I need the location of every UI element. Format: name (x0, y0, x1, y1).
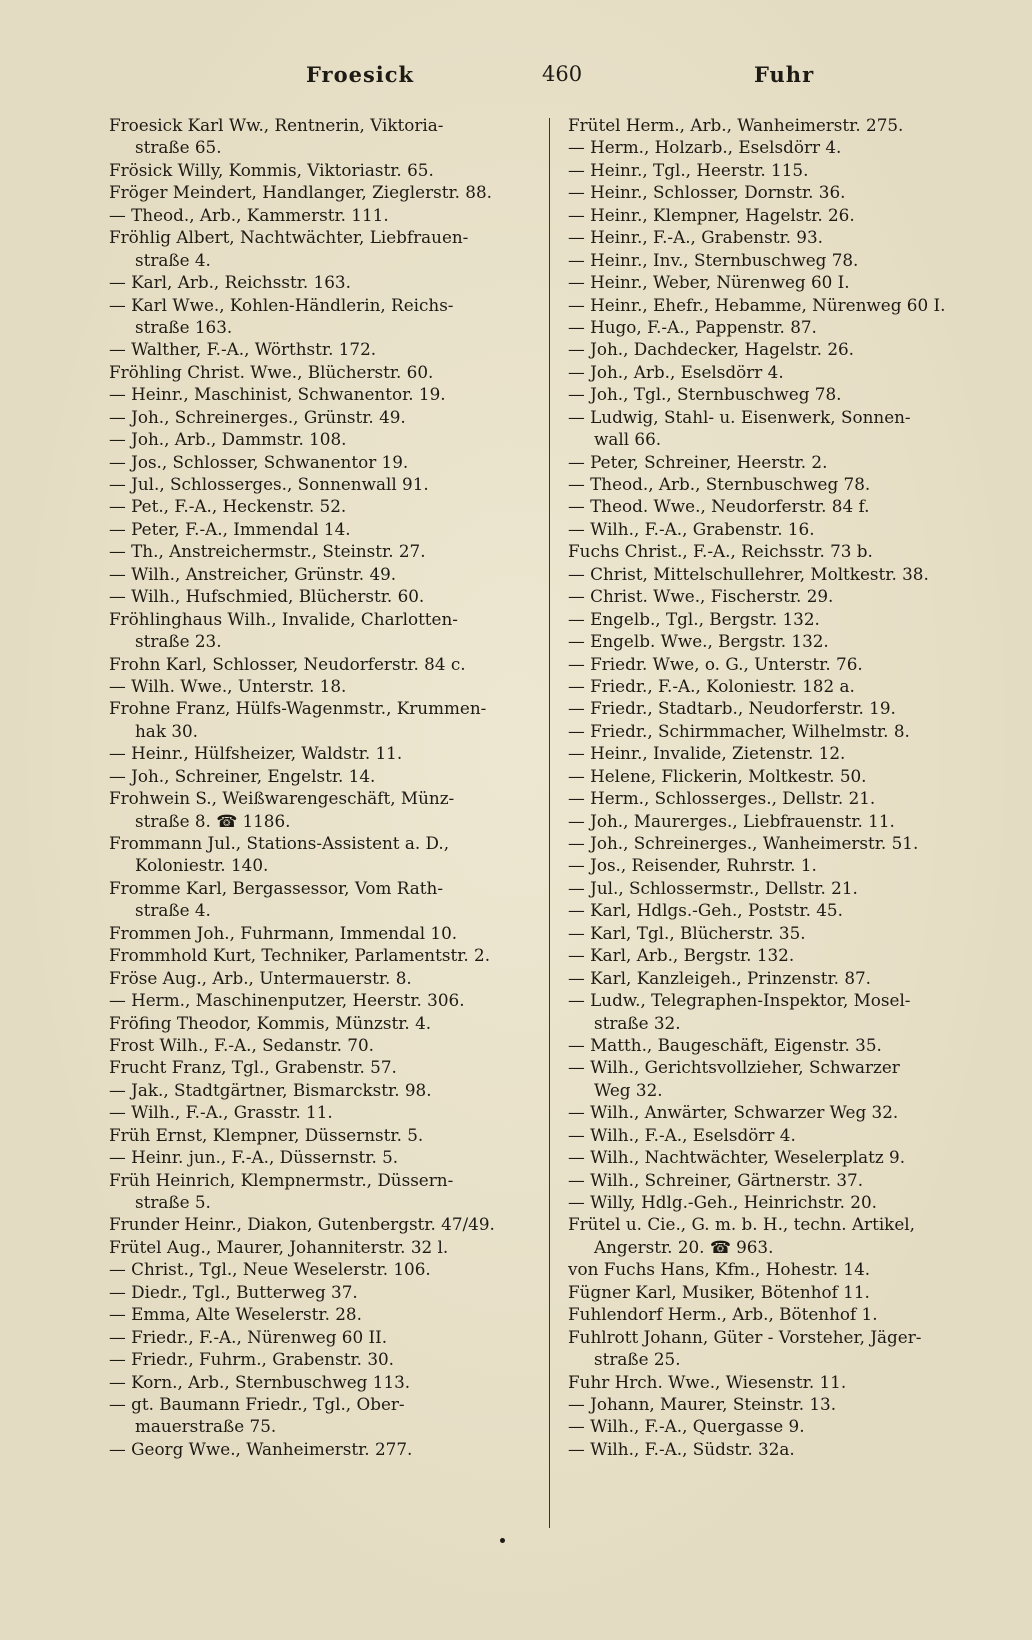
directory-entry-line: — Herm., Holzarb., Eselsdörr 4. (568, 137, 842, 158)
directory-entry-line: — Friedr. Wwe, o. G., Unterstr. 76. (568, 653, 863, 674)
directory-entry-line: — Johann, Maurer, Steinstr. 13. (568, 1393, 837, 1414)
directory-entry-line: Frunder Heinr., Diakon, Gutenbergstr. 47/49. (109, 1214, 495, 1235)
directory-entry-line: — Karl, Tgl., Blücherstr. 35. (568, 922, 806, 943)
directory-entry-line: — Korn., Arb., Sternbuschweg 113. (109, 1371, 411, 1392)
directory-entry-line: — Karl, Arb., Bergstr. 132. (568, 945, 795, 966)
directory-entry-line: — Heinr., Ehefr., Hebamme, Nürenweg 60 I. (568, 294, 946, 315)
directory-entry-line: Koloniestr. 140. (135, 855, 269, 876)
directory-entry-line: straße 4. (135, 900, 211, 921)
directory-entry-line: — Herm., Maschinenputzer, Heerstr. 306. (109, 990, 465, 1011)
directory-entry-line: Weg 32. (594, 1079, 663, 1100)
directory-entry-line: Fröhlig Albert, Nachtwächter, Liebfrauen- (109, 227, 469, 248)
directory-entry-line: — Walther, F.-A., Wörthstr. 172. (109, 339, 377, 360)
directory-entry-line: Frucht Franz, Tgl., Grabenstr. 57. (109, 1057, 397, 1078)
directory-entry-line: — Karl, Arb., Reichsstr. 163. (109, 272, 351, 293)
directory-entry-line: — Heinr. jun., F.-A., Düssernstr. 5. (109, 1147, 399, 1168)
directory-entry-line: — Joh., Schreiner, Engelstr. 14. (109, 765, 376, 786)
directory-entry-line: straße 5. (135, 1192, 211, 1212)
directory-entry-line: straße 23. (135, 631, 222, 652)
directory-entry-line: straße 4. (135, 249, 211, 270)
directory-entry-line: — Jul., Schlosserges., Sonnenwall 91. (109, 474, 429, 494)
directory-entry-line: Fröhlinghaus Wilh., Invalide, Charlotten- (109, 608, 458, 629)
directory-entry-line: — Joh., Arb., Eselsdörr 4. (568, 361, 784, 382)
right-column (568, 114, 1002, 1460)
directory-entry-line: — Wilh., F.-A., Grabenstr. 16. (568, 518, 815, 539)
directory-entry-line: — Wilh., Anwärter, Schwarzer Weg 32. (568, 1102, 899, 1123)
directory-entry-line: — Wilh., Schreiner, Gärtnerstr. 37. (568, 1169, 864, 1190)
directory-entry-line: — Friedr., Stadtarb., Neudorferstr. 19. (568, 698, 896, 719)
directory-entry-line: Früh Heinrich, Klempnermstr., Düssern- (109, 1169, 454, 1190)
directory-entry-line: — Joh., Dachdecker, Hagelstr. 26. (568, 339, 855, 360)
directory-entry-line: — Heinr., Inv., Sternbuschweg 78. (568, 249, 859, 270)
directory-entry-line: — Christ, Mittelschullehrer, Moltkestr. 38. (568, 563, 929, 584)
directory-entry-line: Fröfing Theodor, Kommis, Münzstr. 4. (109, 1012, 432, 1033)
directory-entry-line: — gt. Baumann Friedr., Tgl., Ober- (109, 1393, 405, 1414)
column-divider (549, 118, 550, 1528)
directory-entry-line: Frütel Aug., Maurer, Johanniterstr. 32 l. (109, 1236, 449, 1257)
directory-entry-line: — Herm., Schlosserges., Dellstr. 21. (568, 788, 876, 809)
directory-entry-line: — Friedr., F.-A., Nürenweg 60 II. (109, 1326, 388, 1347)
directory-entry-line: — Heinr., Maschinist, Schwanentor. 19. (109, 384, 446, 405)
directory-entry-line: Frösick Willy, Kommis, Viktoriastr. 65. (109, 159, 434, 180)
directory-entry-line: von Fuchs Hans, Kfm., Hohestr. 14. (568, 1259, 871, 1280)
directory-entry-line: — Hugo, F.-A., Pappenstr. 87. (568, 316, 817, 337)
directory-entry-line: — Joh., Tgl., Sternbuschweg 78. (568, 384, 842, 405)
directory-entry-line: Frommen Joh., Fuhrmann, Immendal 10. (109, 922, 458, 943)
directory-entry-line: — Wilh., F.-A., Eselsdörr 4. (568, 1124, 796, 1145)
directory-entry-line: Fromme Karl, Bergassessor, Vom Rath- (109, 877, 443, 898)
directory-entry-line: — Willy, Hdlg.-Geh., Heinrichstr. 20. (568, 1192, 877, 1212)
directory-entry-line: straße 65. (135, 137, 222, 158)
directory-entry-line: — Engelb. Wwe., Bergstr. 132. (568, 631, 829, 652)
directory-entry-line: — Wilh., Nachtwächter, Weselerplatz 9. (568, 1147, 906, 1168)
directory-entry-line: — Ludw., Telegraphen-Inspektor, Mosel- (568, 990, 911, 1011)
directory-entry-line: Fuhlendorf Herm., Arb., Bötenhof 1. (568, 1304, 878, 1325)
directory-entry-line: Fröse Aug., Arb., Untermauerstr. 8. (109, 967, 412, 988)
directory-entry-line: — Theod., Arb., Kammerstr. 111. (109, 204, 389, 225)
directory-entry-line: — Jos., Reisender, Ruhrstr. 1. (568, 855, 817, 876)
page-header (108, 62, 1008, 98)
directory-entry-line: — Pet., F.-A., Heckenstr. 52. (109, 496, 347, 517)
directory-entry-line: Frütel Herm., Arb., Wanheimerstr. 275. (568, 115, 904, 135)
directory-entry-line: Frohn Karl, Schlosser, Neudorferstr. 84 c. (109, 653, 466, 674)
directory-entry-line: — Friedr., Schirmmacher, Wilhelmstr. 8. (568, 720, 910, 741)
directory-entry-line: straße 25. (594, 1349, 681, 1370)
directory-entry-line: — Jul., Schlossermstr., Dellstr. 21. (568, 877, 858, 898)
directory-entry-line: — Wilh., F.-A., Grasstr. 11. (109, 1102, 333, 1123)
left-column (109, 114, 531, 1460)
directory-entry-line: — Wilh., F.-A., Südstr. 32a. (568, 1438, 795, 1459)
directory-entry-line: — Joh., Arb., Dammstr. 108. (109, 429, 347, 450)
directory-entry-line: — Jak., Stadtgärtner, Bismarckstr. 98. (109, 1079, 432, 1100)
directory-entry-line: — Theod., Arb., Sternbuschweg 78. (568, 474, 871, 494)
directory-entry-line: — Heinr., F.-A., Grabenstr. 93. (568, 227, 823, 248)
directory-entry-line: — Heinr., Schlosser, Dornstr. 36. (568, 182, 846, 203)
directory-entry-line: — Wilh., F.-A., Quergasse 9. (568, 1416, 805, 1437)
directory-entry-line: Fröhling Christ. Wwe., Blücherstr. 60. (109, 361, 434, 382)
directory-entry-line: — Joh., Schreinerges., Wanheimerstr. 51. (568, 833, 919, 853)
directory-entry-line: Frohne Franz, Hülfs-Wagenmstr., Krummen- (109, 698, 487, 719)
directory-entry-line: Angerstr. 20. ☎ 963. (594, 1236, 774, 1257)
directory-entry-line: — Ludwig, Stahl- u. Eisenwerk, Sonnen- (568, 406, 911, 427)
directory-entry-line: Fuhr Hrch. Wwe., Wiesenstr. 11. (568, 1371, 847, 1392)
directory-entry-line: — Heinr., Tgl., Heerstr. 115. (568, 159, 809, 180)
directory-entry-line: — Wilh., Anstreicher, Grünstr. 49. (109, 563, 397, 584)
directory-entry-line: Fuchs Christ., F.-A., Reichsstr. 73 b. (568, 541, 873, 562)
directory-entry-line: — Heinr., Hülfsheizer, Waldstr. 11. (109, 743, 403, 764)
directory-entry-line: Froesick Karl Ww., Rentnerin, Viktoria- (109, 115, 444, 135)
directory-entry-line: Fügner Karl, Musiker, Bötenhof 11. (568, 1281, 870, 1302)
directory-entry-line: hak 30. (135, 720, 199, 741)
directory-entry-line: — Theod. Wwe., Neudorferstr. 84 f. (568, 496, 870, 517)
directory-entry-line: — Matth., Baugeschäft, Eigenstr. 35. (568, 1034, 882, 1055)
directory-entry-line: Frommhold Kurt, Techniker, Parlamentstr. 2. (109, 945, 491, 966)
directory-entry-line: Frommann Jul., Stations-Assistent a. D., (109, 833, 450, 853)
directory-entry-line: — Emma, Alte Weselerstr. 28. (109, 1304, 362, 1325)
directory-entry-line: straße 32. (594, 1012, 681, 1033)
directory-entry-line: Frütel u. Cie., G. m. b. H., techn. Artikel, (568, 1214, 915, 1235)
directory-entry-line: — Heinr., Weber, Nürenweg 60 I. (568, 272, 850, 293)
directory-entry-line: — Th., Anstreichermstr., Steinstr. 27. (109, 541, 426, 562)
header-left-catchword: Froesick (306, 62, 415, 87)
directory-entry-line: Fröger Meindert, Handlanger, Zieglerstr. 88. (109, 182, 492, 203)
directory-entry-line: — Helene, Flickerin, Moltkestr. 50. (568, 765, 867, 786)
directory-entry-line: — Karl, Kanzleigeh., Prinzenstr. 87. (568, 967, 872, 988)
directory-entry-line: — Heinr., Klempner, Hagelstr. 26. (568, 204, 855, 225)
directory-entry-line: Frohwein S., Weißwarengeschäft, Münz- (109, 788, 455, 809)
directory-entry-line: — Wilh., Hufschmied, Blücherstr. 60. (109, 586, 425, 607)
page-number: 460 (542, 62, 583, 86)
directory-entry-line: — Joh., Schreinerges., Grünstr. 49. (109, 406, 406, 427)
directory-entry-line: — Friedr., Fuhrm., Grabenstr. 30. (109, 1349, 395, 1370)
directory-entry-line: — Heinr., Invalide, Zietenstr. 12. (568, 743, 846, 764)
directory-entry-line: Frost Wilh., F.-A., Sedanstr. 70. (109, 1034, 374, 1055)
directory-entry-line: Fuhlrott Johann, Güter - Vorsteher, Jäger- (568, 1326, 922, 1347)
directory-entry-line: — Peter, Schreiner, Heerstr. 2. (568, 451, 828, 472)
directory-entry-line: — Jos., Schlosser, Schwanentor 19. (109, 451, 409, 472)
directory-entry-line: straße 8. ☎ 1186. (135, 810, 291, 831)
directory-entry-line: — Engelb., Tgl., Bergstr. 132. (568, 608, 820, 629)
directory-entry-line: — Wilh., Gerichtsvollzieher, Schwarzer (568, 1057, 900, 1078)
directory-entry-line: wall 66. (594, 429, 662, 450)
directory-entry-line: — Joh., Maurerges., Liebfrauenstr. 11. (568, 810, 895, 831)
directory-entry-line: — Karl, Hdlgs.-Geh., Poststr. 45. (568, 900, 843, 921)
directory-entry-line: — Karl Wwe., Kohlen-Händlerin, Reichs- (109, 294, 454, 315)
directory-entry-line: straße 163. (135, 316, 233, 337)
bottom-dot-mark (500, 1538, 505, 1543)
directory-entry-line: — Diedr., Tgl., Butterweg 37. (109, 1281, 358, 1302)
directory-entry-line: — Peter, F.-A., Immendal 14. (109, 518, 351, 539)
directory-entry-line: — Wilh. Wwe., Unterstr. 18. (109, 675, 347, 696)
directory-entry-line: — Christ., Tgl., Neue Weselerstr. 106. (109, 1259, 431, 1280)
directory-entry-line: mauerstraße 75. (135, 1416, 277, 1437)
directory-entry-line: — Friedr., F.-A., Koloniestr. 182 a. (568, 675, 855, 696)
header-right-catchword: Fuhr (754, 62, 815, 87)
directory-entry-line: — Christ. Wwe., Fischerstr. 29. (568, 586, 834, 607)
directory-entry-line: — Georg Wwe., Wanheimerstr. 277. (109, 1438, 413, 1459)
directory-entry-line: Früh Ernst, Klempner, Düssernstr. 5. (109, 1124, 424, 1145)
